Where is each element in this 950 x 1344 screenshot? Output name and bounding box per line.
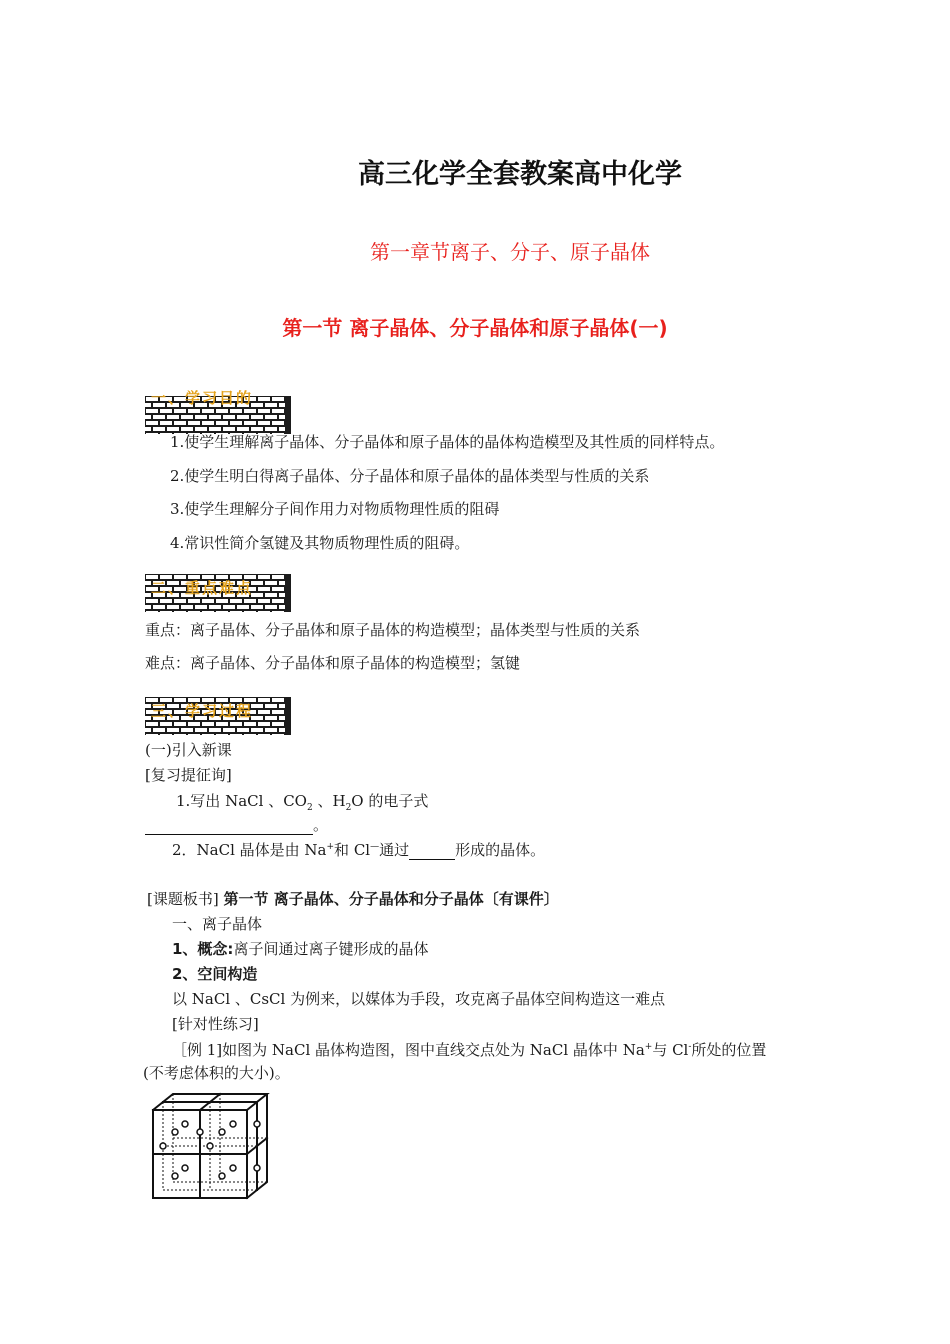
- question-2: 2．NaCl 晶体是由 Na+和 Cl—通过 形成的晶体。: [172, 841, 546, 859]
- key-points-banner-label: 二、重点难点: [151, 579, 254, 597]
- objectives-banner: [145, 389, 291, 434]
- question-1: 1.写出 NaCl 、$CO_2$ 、$H_2O$ 的电子式: [176, 792, 429, 813]
- difficult-point-text: 难点：离子晶体、分子晶体和原子晶体的构造模型；氢键: [145, 654, 521, 672]
- process-banner: [145, 697, 291, 735]
- objective-item: 3.使学生理解分子间作用力对物质物理性质的阻碍: [170, 500, 500, 518]
- objective-item: 2.使学生明白得离子晶体、分子晶体和原子晶体的晶体类型与性质的关系: [170, 467, 650, 485]
- chapter-heading: 第一章节离子、分子、原子晶体: [370, 240, 650, 264]
- nacl-crystal-structure-figure: [145, 1088, 275, 1206]
- key-point-text: 重点：离子晶体、分子晶体和原子晶体的构造模型；晶体类型与性质的关系: [145, 621, 641, 639]
- practice-tag: [针对性练习]: [172, 1015, 259, 1033]
- question-1-answer-line: 。: [145, 814, 328, 835]
- objectives-banner-label: 一、学习目的: [151, 389, 254, 407]
- example-line-2: (不考虑体积的大小)。: [143, 1064, 290, 1082]
- example-line-1: ［例 1]如图为 NaCl 晶体构造图，图中直线交点处为 NaCl 晶体中 Na+与 Cl-所处的位置: [172, 1041, 767, 1059]
- board-line: [课题板书] 第一节 离子晶体、分子晶体和分子晶体〔有课件〕: [147, 890, 559, 908]
- subheading-ionic-crystal: 一、离子晶体: [172, 915, 263, 933]
- section-heading: 第一节 离子晶体、分子晶体和原子晶体(一): [282, 316, 668, 340]
- intro-line: (一)引入新课: [145, 741, 232, 759]
- answer-blank: [145, 816, 313, 835]
- structure-heading: 2、空间构造: [172, 965, 258, 983]
- key-points-banner: [145, 574, 291, 612]
- objective-item: 4.常识性简介氢键及其物质物理性质的阻碍。: [170, 534, 470, 552]
- answer-blank: [409, 841, 455, 860]
- concept-line: 1、概念:离子间通过离子键形成的晶体: [172, 940, 429, 958]
- process-banner-label: 三、学习过程: [151, 702, 254, 720]
- document-title: 高三化学全套教案高中化学: [358, 159, 682, 190]
- method-line: 以 NaCl 、CsCl 为例来，以媒体为手段，攻克离子晶体空间构造这一难点: [172, 990, 666, 1008]
- review-tag: [复习提征询]: [145, 766, 232, 784]
- objective-item: 1.使学生理解离子晶体、分子晶体和原子晶体的晶体构造模型及其性质的同样特点。: [170, 433, 725, 451]
